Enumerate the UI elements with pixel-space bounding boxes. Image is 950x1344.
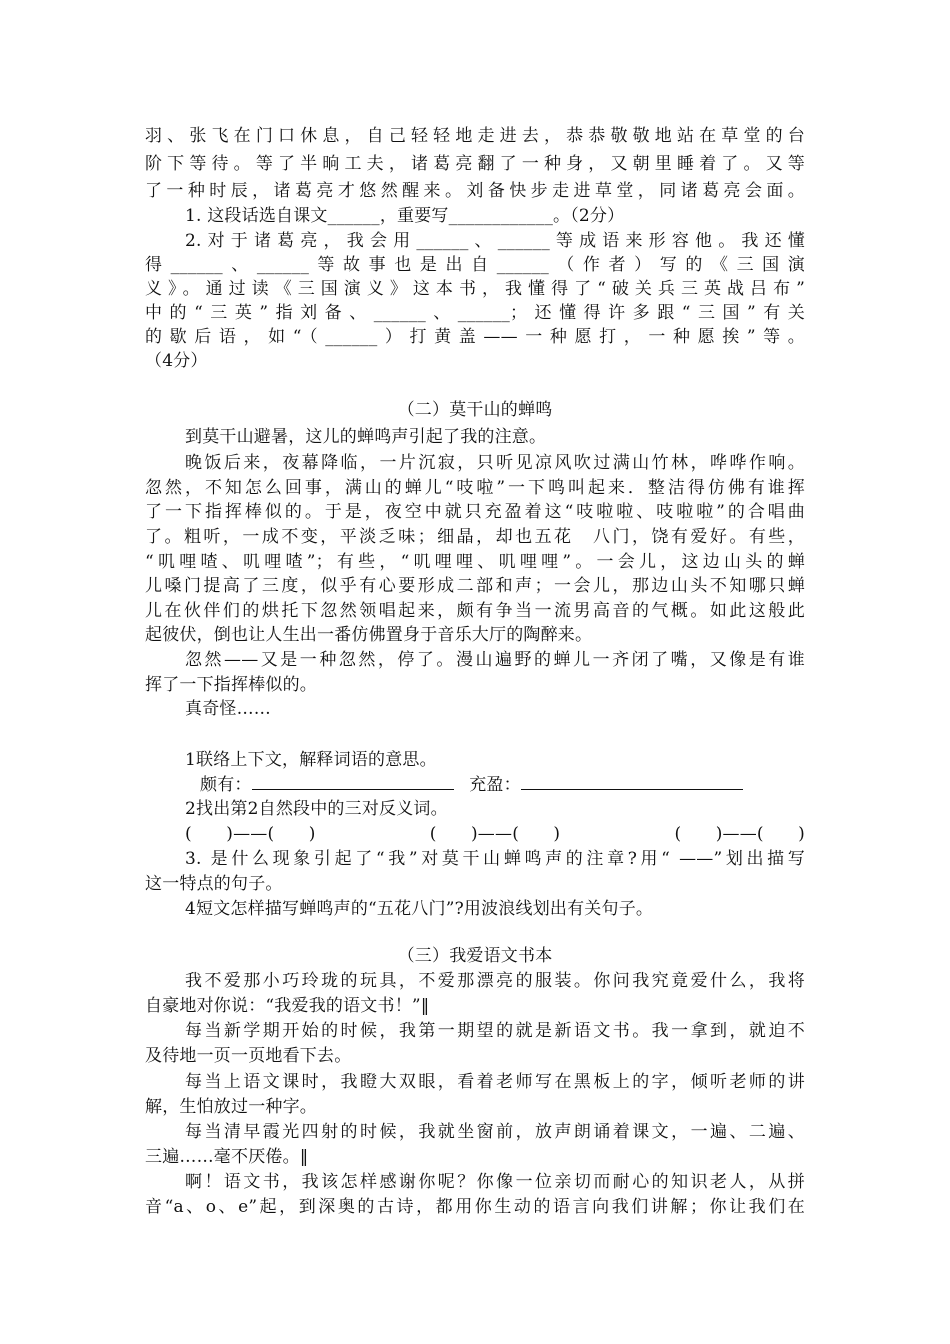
paragraph-line: 晚饭后来，夜幕降临，一片沉寂，只听见凉风吹过满山竹林，哗哗作响。 — [185, 453, 805, 473]
paragraph-line: 自豪地对你说：“我爱我的语文书！”‖ — [145, 996, 430, 1016]
question-2-line: 2.对于诸葛亮，我会用______、______等成语来形容他。我还懂 — [185, 231, 805, 251]
question-2: 2找出第2自然段中的三对反义词。 — [185, 799, 448, 819]
question-1: 1. 这段话选自课文______，重要写____________。（2分） — [185, 206, 625, 226]
paragraph-line: 儿嗓门提高了三度，似乎有心要形成二部和声；一会儿，那边山头不知哪只蝉 — [145, 576, 805, 596]
antonym-pair-1[interactable]: ( )——( ) — [185, 824, 316, 844]
question-2-line: 义》。通过读《三国演义》这本书，我懂得了“破关兵三英战吕布” — [145, 279, 805, 299]
paragraph-line: 每当新学期开始的时候，我第一期望的就是新语文书。我一拿到，就迫不 — [185, 1021, 805, 1041]
question-3-line: 3. 是什么现象引起了“我”对莫干山蝉鸣声的注章?用“ ——”划出描写 — [185, 849, 805, 869]
question-1: 1联络上下文，解释词语的意思。 — [185, 750, 437, 770]
paragraph-line: 音“a、o、e”起，到深奥的古诗，都用你生动的语言向我们讲解；你让我们在 — [145, 1197, 805, 1217]
label-poyou: 颇有： — [200, 775, 252, 795]
passage-line: 了一种时辰，诸葛亮才悠然醒来。刘备快步走进草堂，同诸葛亮会面。 — [145, 181, 805, 201]
paragraph-line: 到莫干山避暑，这儿的蝉鸣声引起了我的注意。 — [185, 427, 547, 447]
paragraph-line: 忽然，不知怎么回事，满山的蝉儿“吱啦”一下鸣叫起来．整洁得仿佛有谁挥 — [145, 478, 805, 498]
antonym-pair-2[interactable]: ( )——( ) — [429, 824, 561, 844]
paragraph-line: 每当上语文课时，我瞪大双眼，看着老师写在黑板上的字，倾听老师的讲 — [185, 1072, 805, 1092]
passage-line: 阶下等待。等了半晌工夫，诸葛亮翻了一种身，又朝里睡着了。又等 — [145, 154, 805, 174]
paragraph-line: 儿在伙伴们的烘托下忽然领唱起来，颇有争当一流男高音的气概。如此这般此 — [145, 601, 805, 621]
antonym-pair-3[interactable]: ( )——( ) — [674, 824, 805, 844]
paragraph-line: 了。粗听，一成不变，平淡乏味；细晶，却也五花 八门，饶有爱好。有些， — [145, 527, 805, 547]
passage-line: 羽、张飞在门口休息，自己轻轻地走进去，恭恭敬敬地站在草堂的台 — [145, 126, 805, 146]
question-2-line: 得______、______等故事也是出自______（作者）写的《三国演 — [145, 255, 805, 275]
section-title: （三）我爱语文书本 — [397, 946, 553, 966]
question-3-line: 这一特点的句子。 — [145, 874, 283, 894]
question-2-line: 中的“三英”指刘备、______、______；还懂得许多跟“三国”有关 — [145, 303, 805, 323]
antonym-pairs — [185, 822, 805, 846]
answer-blank[interactable] — [521, 773, 743, 790]
paragraph-line: 忽然——又是一种忽然，停了。漫山遍野的蝉儿一齐闭了嘴，又像是有谁 — [185, 650, 805, 670]
paragraph-line: 真奇怪…… — [185, 699, 271, 719]
paragraph-line: 三遍……毫不厌倦。‖ — [145, 1147, 309, 1167]
paragraph-line: 了一下指挥棒似的。于是，夜空中就只充盈着这“吱啦啦、吱啦啦”的合唱曲 — [145, 502, 805, 522]
paragraph-line: 每当清早霞光四射的时候，我就坐窗前，放声朗诵着课文，一遍、二遍、 — [185, 1122, 805, 1142]
definition-row — [200, 773, 760, 797]
paragraph-line: “叽哩喳、叽哩喳”；有些，“叽哩哩、叽哩哩”。一会儿，这边山头的蝉 — [145, 552, 805, 572]
question-2-line: 的歇后语，如“（______）打黄盖——一种愿打，一种愿挨”等。 — [145, 327, 805, 347]
paragraph-line: 啊！语文书，我该怎样感谢你呢？你像一位亲切而耐心的知识老人，从拼 — [185, 1172, 805, 1192]
label-chongying: 充盈： — [469, 775, 521, 795]
paragraph-line: 解，生怕放过一种字。 — [145, 1097, 317, 1117]
paragraph-line: 起彼伏，倒也让人生出一番仿佛置身于音乐大厅的陶醉来。 — [145, 625, 593, 645]
section-title: （二）莫干山的蝉鸣 — [397, 400, 553, 420]
question-4: 4短文怎样描写蝉鸣声的“五花八门”?用波浪线划出有关句子。 — [185, 899, 654, 919]
paragraph-line: 挥了一下指挥棒似的。 — [145, 675, 317, 695]
question-2-score: （4分） — [145, 351, 208, 371]
paragraph-line: 及待地一页一页地看下去。 — [145, 1046, 352, 1066]
paragraph-line: 我不爱那小巧玲珑的玩具，不爱那漂亮的服装。你问我究竟爱什么，我将 — [185, 971, 805, 991]
answer-blank[interactable] — [252, 773, 454, 790]
